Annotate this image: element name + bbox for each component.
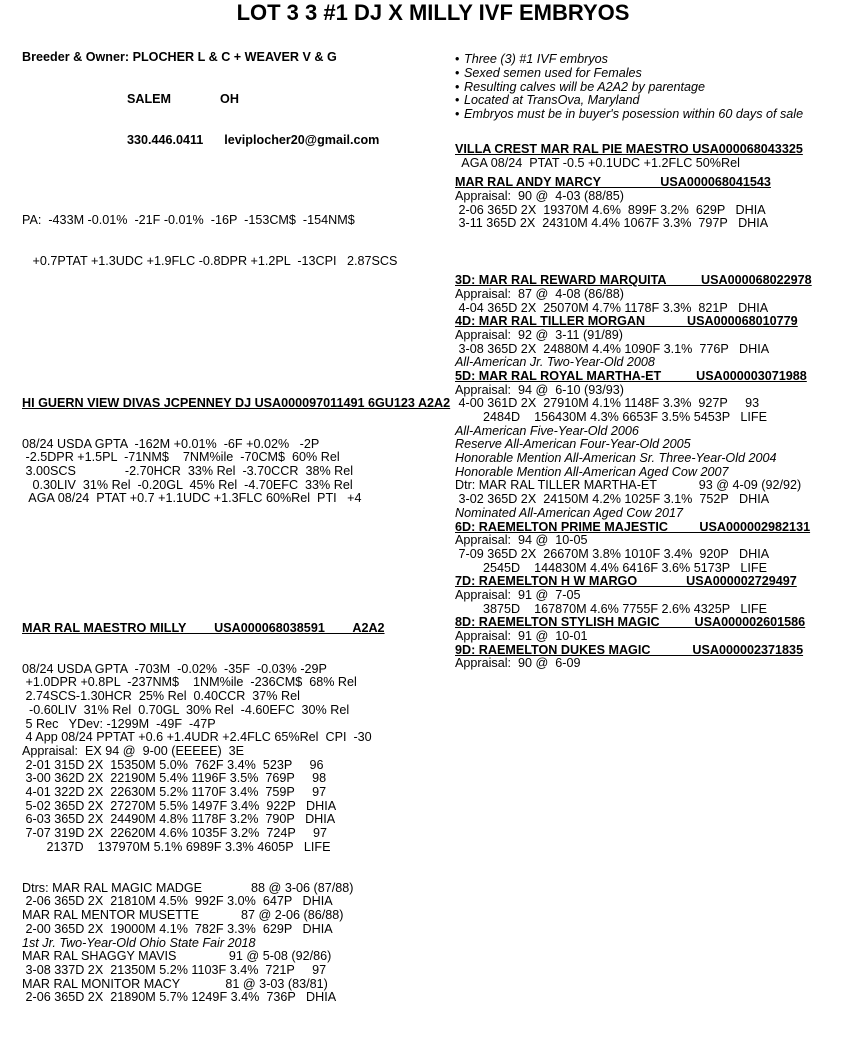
- pedigree-header: MAR RAL ANDY MARCY USA000068041543: [455, 175, 771, 190]
- pedigree-entry: [455, 575, 812, 616]
- pedigree-line: Nominated All-American Aged Cow 2017: [455, 505, 683, 520]
- pedigree-line: 3-02 365D 2X 24150M 4.2% 1025F 3.1% 752P DHIA: [455, 492, 770, 507]
- terms-list: [455, 26, 803, 136]
- sire-stat-line: 0.30LIV 31% Rel -0.20GL 45% Rel -4.70EFC 33% Rel: [22, 477, 353, 492]
- dam-stat-line: Appraisal: EX 94 @ 9-00 (EEEEE) 3E: [22, 743, 245, 758]
- daughter-line: 2-06 365D 2X 21890M 5.7% 1249F 3.4% 736P DHIA: [22, 990, 337, 1005]
- pedigree-header: 3D: MAR RAL REWARD MARQUITA USA000068022978: [455, 273, 812, 288]
- dam-stat-line: 7-07 319D 2X 22620M 4.6% 1035F 3.2% 724P 97: [22, 826, 328, 840]
- pedigree-line: Appraisal: 90 @ 6-09: [455, 656, 581, 671]
- pedigree-entry: [455, 370, 812, 521]
- pedigree-header: 6D: RAEMELTON PRIME MAJESTIC USA000002982131: [455, 519, 811, 534]
- pedigree-line: Dtr: MAR RAL TILLER MARTHA-ET 93 @ 4-09 (92/92): [455, 478, 802, 493]
- dam-stat-line: 3-00 362D 2X 22190M 5.4% 1196F 3.5% 769P 98: [22, 771, 327, 786]
- pedigree-line: All-American Jr. Two-Year-Old 2008: [455, 355, 655, 370]
- pa-line-1: PA: -433M -0.01% -21F -0.01% -16P -153CM$ -154NM$: [22, 213, 355, 228]
- term-bullet: • Embryos must be in buyer's posession within 60 days of sale: [455, 108, 803, 122]
- dam-stat-line: 5 Rec YDev: -1299M -49F -47P: [22, 716, 216, 731]
- sire-stat-line: -2.5DPR +1.5PL -71NM$ 7NM%ile -70CM$ 60% Rel: [22, 450, 340, 465]
- left-column: [22, 24, 450, 1046]
- pedigree-line: 3875D 167870M 4.6% 7755F 2.6% 4325P LIFE: [455, 601, 768, 616]
- daughter-line: 3-08 337D 2X 21350M 5.2% 1103F 3.4% 721P 97: [22, 962, 327, 977]
- pedigree-line: 3-08 365D 2X 24880M 4.4% 1090F 3.1% 776P DHIA: [455, 341, 770, 356]
- daughter-line: 1st Jr. Two-Year-Old Ohio State Fair 2018: [22, 935, 256, 950]
- sire-details: [22, 438, 450, 506]
- pedigree-line: 4-00 361D 2X 27910M 4.1% 1148F 3.3% 927P 93: [455, 396, 760, 411]
- pedigree-line: 3-11 365D 2X 24310M 4.4% 1067F 3.3% 797P DHIA: [455, 216, 769, 231]
- pedigree-line: Appraisal: 91 @ 10-01: [455, 629, 588, 643]
- pedigree-header: 9D: RAEMELTON DUKES MAGIC USA000002371835: [455, 642, 804, 657]
- pedigree-line: 2484D 156430M 4.3% 6653F 3.5% 5453P LIFE: [455, 410, 768, 424]
- pedigree-line: 4-04 365D 2X 25070M 4.7% 1178F 3.3% 821P DHIA: [455, 300, 769, 315]
- dam-stat-line: 2137D 137970M 5.1% 6989F 3.3% 4605P LIFE: [22, 839, 331, 854]
- dam-details: [22, 663, 450, 855]
- pedigree-header: 7D: RAEMELTON H W MARGO USA000002729497: [455, 574, 797, 589]
- pedigree-entry: [455, 170, 812, 231]
- dam-stat-line: +1.0DPR +0.8PL -237NM$ 1NM%ile -236CM$ 68% Rel: [22, 675, 357, 690]
- pedigree-line: Appraisal: 91 @ 7-05: [455, 587, 581, 602]
- dam-section: [22, 594, 450, 1032]
- pedigree-line: All-American Five-Year-Old 2006: [455, 423, 639, 438]
- pedigree-entry: [455, 616, 812, 643]
- pedigree-line: Reserve All-American Four-Year-Old 2005: [455, 437, 691, 452]
- daughter-line: 2-06 365D 2X 21810M 4.5% 992F 3.0% 647P DHIA: [22, 894, 333, 909]
- dam-stat-line: -0.60LIV 31% Rel 0.70GL 30% Rel -4.60EFC 30% Rel: [22, 702, 350, 717]
- pedigree-line: Appraisal: 94 @ 10-05: [455, 533, 588, 548]
- daughter-line: MAR RAL SHAGGY MAVIS 91 @ 5-08 (92/86): [22, 949, 332, 964]
- pedigree-column: [455, 143, 812, 671]
- breeder-city: SALEM OH: [22, 91, 239, 106]
- term-bullet: • Resulting calves will be A2A2 by parentage: [455, 81, 803, 95]
- pedigree-entry: [455, 143, 812, 170]
- term-bullet: • Three (3) #1 IVF embryos: [455, 53, 803, 67]
- dam-stat-line: 6-03 365D 2X 24490M 4.8% 1178F 3.2% 790P DHIA: [22, 812, 336, 827]
- pedigree-line: 7-09 365D 2X 26670M 3.8% 1010F 3.4% 920P DHIA: [455, 546, 770, 561]
- pedigree-line: Honorable Mention All-American Sr. Three-Year-Old 2004: [455, 451, 777, 466]
- daughter-line: MAR RAL MONITOR MACY 81 @ 3-03 (83/81): [22, 976, 328, 991]
- pedigree-line: Appraisal: 90 @ 4-03 (88/85): [455, 189, 624, 204]
- dam-stat-line: 2.74SCS-1.30HCR 25% Rel 0.40CCR 37% Rel: [22, 689, 300, 704]
- dam-stat-line: 08/24 USDA GPTA -703M -0.02% -35F -0.03% -29P: [22, 661, 327, 676]
- pedigree-line: Appraisal: 94 @ 6-10 (93/93): [455, 382, 624, 397]
- pedigree-line: 2545D 144830M 4.4% 6416F 3.6% 5173P LIFE: [455, 560, 768, 575]
- dam-stat-line: 4 App 08/24 PPTAT +0.6 +1.4UDR +2.4FLC 65%Rel CPI -30: [22, 730, 372, 745]
- pedigree-header: 4D: MAR RAL TILLER MORGAN USA000068010779: [455, 314, 798, 329]
- pedigree-entry: [455, 231, 812, 315]
- pedigree-header: VILLA CREST MAR RAL PIE MAESTRO USA000068043325: [455, 142, 803, 156]
- sire-section: [22, 369, 450, 533]
- dam-stat-line: 2-01 315D 2X 15350M 5.0% 762F 3.4% 523P 96: [22, 757, 324, 772]
- pa-line-2: +0.7PTAT +1.3UDC +1.9FLC -0.8DPR +1.2PL -13CPI 2.87SCS: [22, 254, 398, 269]
- sire-stat-line: 08/24 USDA GPTA -162M +0.01% -6F +0.02% -2P: [22, 436, 320, 451]
- pedigree-line: AGA 08/24 PTAT -0.5 +0.1UDC +1.2FLC 50%Rel: [455, 155, 740, 170]
- pedigree-entry: [455, 315, 812, 370]
- pedigree-entry: [455, 521, 812, 576]
- pedigree-entry: [455, 644, 812, 671]
- pedigree-header: 5D: MAR RAL ROYAL MARTHA-ET USA000003071988: [455, 368, 807, 383]
- pedigree-header: 8D: RAEMELTON STYLISH MAGIC USA000002601586: [455, 615, 806, 630]
- pedigree-line: 2-06 365D 2X 19370M 4.6% 899F 3.2% 629P DHIA: [455, 202, 766, 217]
- sire-stat-line: AGA 08/24 PTAT +0.7 +1.1UDC +1.3FLC 60%Rel PTI +4: [22, 491, 362, 506]
- dam-stat-line: 4-01 322D 2X 22630M 5.2% 1170F 3.4% 759P 97: [22, 784, 327, 799]
- lot-title: LOT 3 3 #1 DJ X MILLY IVF EMBRYOS: [236, 0, 630, 25]
- term-bullet: • Located at TransOva, Maryland: [455, 94, 803, 108]
- daughter-line: MAR RAL MENTOR MUSETTE 87 @ 2-06 (86/88): [22, 908, 344, 923]
- dam-stat-line: 5-02 365D 2X 27270M 5.5% 1497F 3.4% 922P DHIA: [22, 798, 337, 813]
- dam-daughters: [22, 882, 450, 1005]
- breeder-line: Breeder & Owner: PLOCHER L & C + WEAVER V & G: [22, 50, 337, 65]
- dam-header: MAR RAL MAESTRO MILLY USA000068038591 A2A2: [22, 620, 385, 635]
- pedigree-line: Appraisal: 87 @ 4-08 (86/88): [455, 286, 624, 301]
- sire-stat-line: 3.00SCS -2.70HCR 33% Rel -3.70CCR 38% Rel: [22, 463, 354, 478]
- pedigree-line: Honorable Mention All-American Aged Cow 2007: [455, 464, 729, 479]
- daughter-line: Dtrs: MAR RAL MAGIC MADGE 88 @ 3-06 (87/88): [22, 880, 354, 895]
- breeder-contact: 330.446.0411 leviplocher20@gmail.com: [22, 132, 380, 147]
- pedigree-line: Appraisal: 92 @ 3-11 (91/89): [455, 327, 623, 342]
- sire-header: HI GUERN VIEW DIVAS JCPENNEY DJ USA000097011491 6GU123 A2A2: [22, 395, 451, 410]
- daughter-line: 2-00 365D 2X 19000M 4.1% 782F 3.3% 629P DHIA: [22, 921, 333, 936]
- term-bullet: • Sexed semen used for Females: [455, 67, 803, 81]
